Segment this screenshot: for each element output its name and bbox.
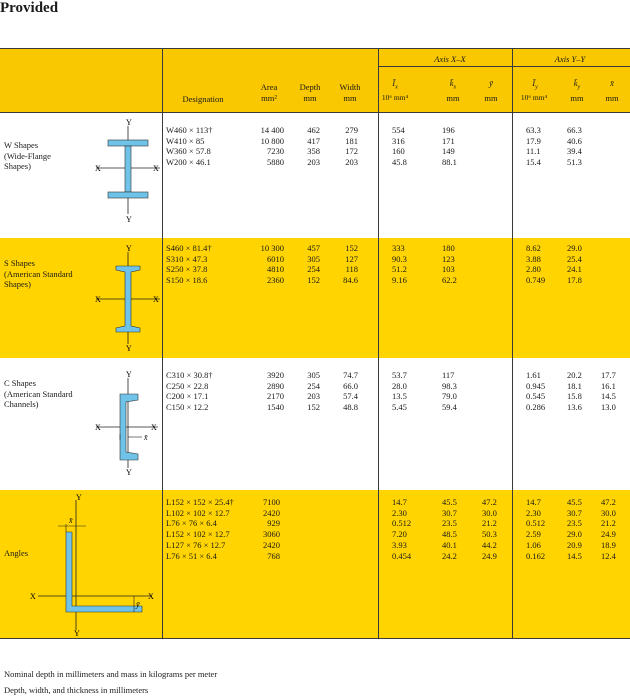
kx-unit: mm	[446, 93, 460, 103]
w-shape-figure	[96, 118, 160, 222]
angles-label: Angles	[4, 548, 29, 558]
svg-text:X: X	[95, 423, 101, 432]
c-shapes-label: C Shapes (American Standard Channels)	[4, 378, 73, 409]
ky-header: $k̄_y$	[573, 78, 581, 91]
c-ix: 53.7 28.0 13.5 5.45	[392, 370, 407, 413]
w-ix: 554 316 160 45.8	[392, 125, 407, 168]
c-ky: 20.2 18.1 15.8 13.6	[567, 370, 582, 413]
ix-unit: 10⁶ mm⁴	[381, 93, 409, 102]
c-area: 3920 2890 2170 1540	[267, 370, 284, 413]
s-shapes-label: S Shapes (American Standard Shapes)	[4, 258, 73, 289]
c-width: 74.7 66.0 57.4 48.8	[343, 370, 358, 413]
svg-text:X: X	[95, 164, 101, 173]
rule-axis	[378, 66, 630, 67]
svg-text:x̄: x̄	[144, 433, 148, 442]
c-depth: 305 254 203 152	[307, 370, 320, 413]
angles-ybar: 47.2 30.0 21.2 50.3 44.2 24.9	[482, 497, 497, 561]
xbar-unit: mm	[605, 93, 619, 103]
svg-text:Y: Y	[126, 118, 132, 127]
s-area: 10 300 6010 4810 2360	[260, 243, 284, 286]
w-ky: 66.3 40.6 39.4 51.3	[567, 125, 582, 168]
s-ky: 29.0 25.4 24.1 17.8	[567, 243, 582, 286]
c-kx: 117 98.3 79.0 59.4	[442, 370, 457, 413]
svg-text:Y: Y	[76, 493, 82, 502]
svg-text:X: X	[95, 295, 101, 304]
svg-text:Y: Y	[126, 370, 132, 379]
angle-figure	[30, 493, 160, 638]
svg-text:X: X	[151, 423, 157, 432]
s-iy: 8.62 3.88 2.80 0.749	[526, 243, 546, 286]
rule-header	[0, 112, 630, 113]
svg-text:X: X	[153, 295, 159, 304]
s-width: 152 127 118 84.6	[343, 243, 358, 286]
footnote-1: Nominal depth in millimeters and mass in kilograms per meter	[4, 669, 218, 679]
designation-header: Designation	[182, 94, 224, 104]
ix-header: $Ī_x$	[392, 78, 398, 91]
rule-bottom	[0, 638, 630, 639]
c-xbar: 17.7 16.1 14.5 13.0	[601, 370, 616, 413]
vrule-1	[162, 48, 163, 638]
c-designation: C310 × 30.8† C250 × 22.8 C200 × 17.1 C150 × 12.2	[166, 370, 213, 413]
w-iy: 63.3 17.9 11.1 15.4	[526, 125, 541, 168]
w-area: 14 400 10 800 7230 5880	[260, 125, 284, 168]
angles-kx: 45.5 30.7 23.5 48.5 40.1 24.2	[442, 497, 457, 561]
svg-text:X: X	[148, 592, 154, 601]
c-iy: 1.61 0.945 0.545 0.286	[526, 370, 546, 413]
w-shapes-label: W Shapes (Wide-Flange Shapes)	[4, 140, 51, 171]
angles-iy: 14.7 2.30 0.512 2.59 1.06 0.162	[526, 497, 546, 561]
w-depth: 462 417 358 203	[307, 125, 320, 168]
width-unit: mm	[343, 93, 357, 103]
axis-yy-header: Axis Y–Y	[554, 54, 586, 64]
width-header: Width	[339, 82, 361, 92]
angles-designation: L152 × 152 × 25.4† L102 × 102 × 12.7 L76 × 76 × 6.4 L152 × 102 × 12.7 L127 × 76 × 12.7 L76 × 51 × 6.4	[166, 497, 234, 561]
w-width: 279 181 172 203	[345, 125, 358, 168]
svg-text:Y: Y	[126, 244, 132, 253]
angles-area: 7100 2420 929 3060 2420 768	[263, 497, 280, 561]
angles-ky: 45.5 30.7 23.5 29.0 20.9 14.5	[567, 497, 582, 561]
svg-text:Y: Y	[126, 215, 132, 224]
axis-xx-header: Axis X–X	[434, 54, 466, 64]
s-depth: 457 305 254 152	[307, 243, 320, 286]
w-designation: W460 × 113† W410 × 85 W360 × 57.8 W200 × 46.1	[166, 125, 213, 168]
svg-text:X: X	[30, 592, 36, 601]
area-header: Area	[260, 82, 278, 92]
depth-header: Depth	[299, 82, 321, 92]
svg-text:X: X	[153, 164, 159, 173]
ybar-unit: mm	[484, 93, 498, 103]
s-kx: 180 123 103 62.2	[442, 243, 457, 286]
kx-header: $k̄_x$	[449, 78, 457, 91]
c-shape-figure	[96, 370, 162, 476]
page-title: Provided	[0, 0, 59, 16]
s-shape-figure	[96, 244, 160, 352]
rule-top	[0, 48, 630, 49]
s-designation: S460 × 81.4† S310 × 47.3 S250 × 37.8 S150 × 18.6	[166, 243, 212, 286]
ybar-header: ȳ	[489, 78, 493, 88]
footnote-2: Depth, width, and thickness in millimeters	[4, 685, 149, 695]
svg-text:ȳ: ȳ	[136, 600, 140, 609]
angles-xbar: 47.2 30.0 21.2 24.9 18.9 12.4	[601, 497, 616, 561]
vrule-2	[378, 48, 379, 638]
svg-text:Y: Y	[126, 344, 132, 353]
w-kx: 196 171 149 88.1	[442, 125, 457, 168]
s-ix: 333 90.3 51.2 9.16	[392, 243, 407, 286]
iy-header: $Ī_y$	[532, 78, 538, 91]
vrule-3	[512, 48, 513, 638]
area-unit: mm²	[261, 93, 277, 103]
svg-text:x̄: x̄	[69, 516, 73, 525]
depth-unit: mm	[303, 93, 317, 103]
angles-ix: 14.7 2.30 0.512 7.20 3.93 0.454	[392, 497, 412, 561]
svg-text:Y: Y	[74, 629, 80, 638]
iy-unit: 10⁶ mm⁴	[520, 93, 548, 102]
ky-unit: mm	[570, 93, 584, 103]
svg-text:Y: Y	[126, 468, 132, 477]
xbar-header: x̄	[610, 78, 614, 88]
